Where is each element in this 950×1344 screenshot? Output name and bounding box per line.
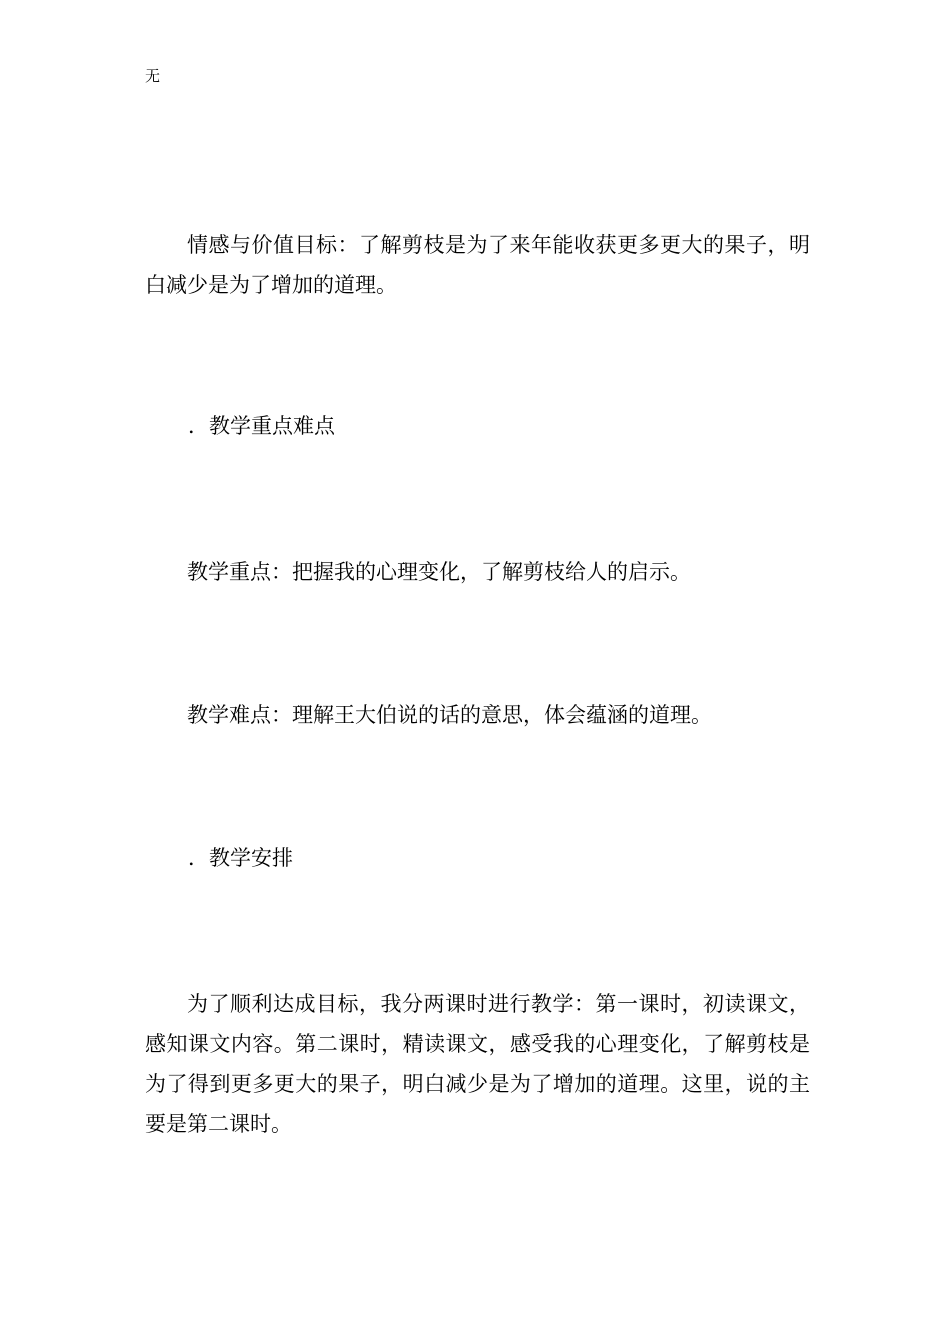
- heading-arrangement: ．教学安排: [188, 846, 293, 870]
- paragraph-difficulty: 教学难点：理解王大伯说的话的意思，体会蕴涵的道理。: [187, 703, 712, 727]
- page-header-mark: 无: [145, 67, 161, 85]
- paragraph-emotion-goal: 情感与价值目标：了解剪枝是为了来年能收获更多更大的果子，明白减少是为了增加的道理。: [145, 233, 810, 297]
- paragraph-key-point: 教学重点：把握我的心理变化，了解剪枝给人的启示。: [187, 560, 691, 584]
- heading-key-points: ．教学重点难点: [188, 414, 335, 438]
- paragraph-arrangement: 为了顺利达成目标，我分两课时进行教学：第一课时，初读课文，感知课文内容。第二课时，精读课文，感受我的心理变化，了解剪枝是为了得到更多更大的果子，明白减少是为了增加的道理。这里，说的主要是第二课时。: [145, 992, 810, 1136]
